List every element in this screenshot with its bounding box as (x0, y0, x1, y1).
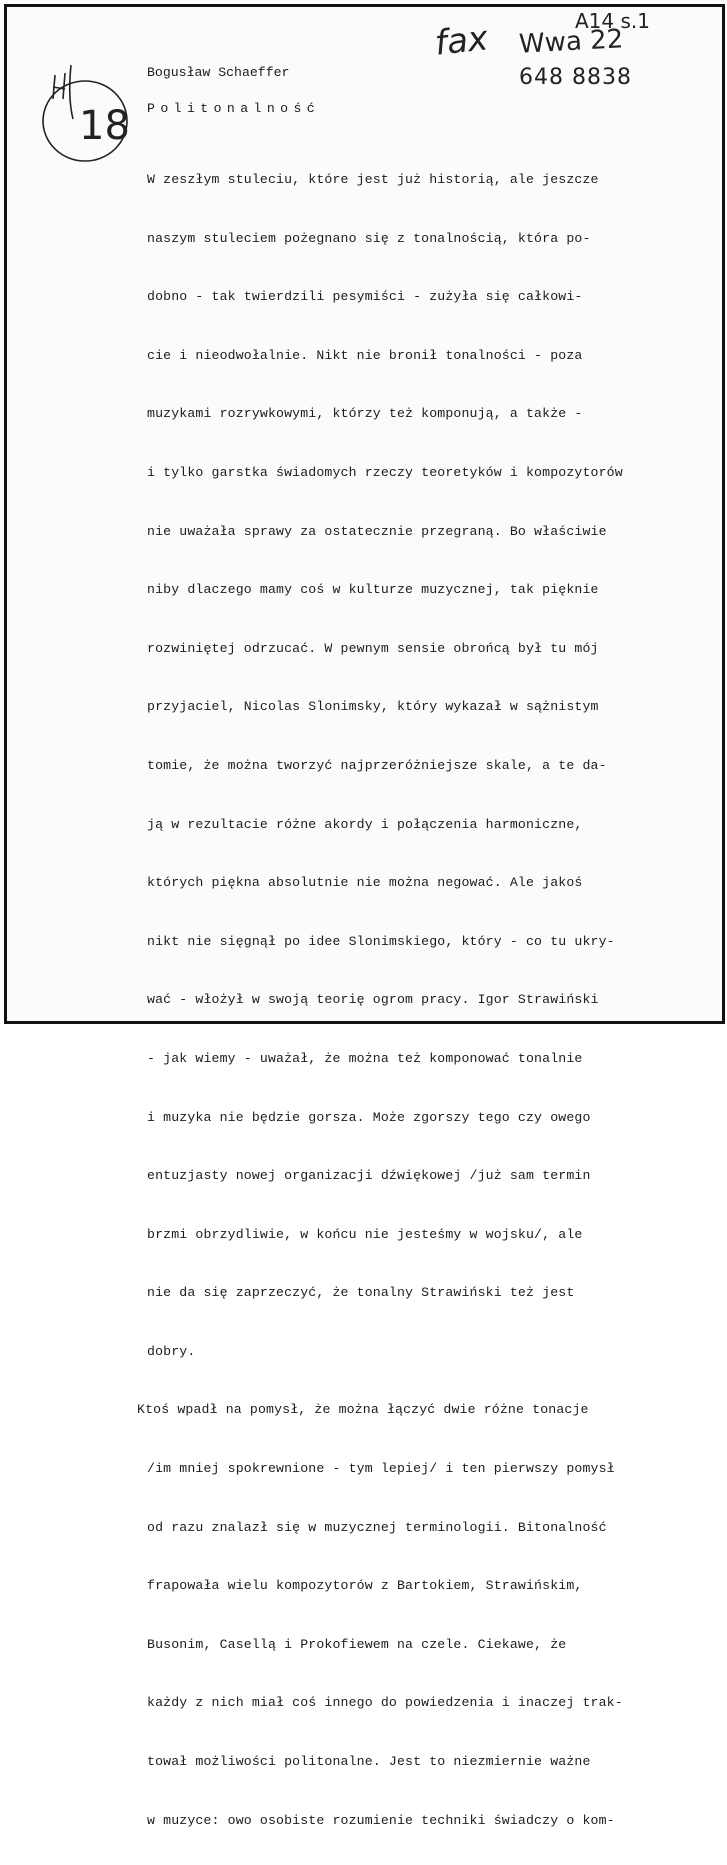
text-line: dobry. (147, 1343, 196, 1359)
text-line: których piękna absolutnie nie można negować. Ale jakoś (147, 875, 583, 891)
text-line: frapowała wielu kompozytorów z Bartokiem, Strawińskim, (147, 1578, 583, 1594)
handwritten-reference: A14 s.1 (575, 9, 650, 33)
text-line: naszym stuleciem pożegnano się z tonalnością, która po- (147, 230, 591, 246)
text-line: entuzjasty nowej organizacji dźwiękowej /już sam termin (147, 1168, 591, 1184)
text-line: - jak wiemy - uważał, że można też komponować tonalnie (147, 1050, 583, 1066)
page-title: Politonalność (147, 101, 321, 116)
text-line: Busonim, Casellą i Prokofiewem na czele. Ciekawe, że (147, 1636, 567, 1652)
text-line: przyjaciel, Nicolas Slonimsky, który wykazał w sążnistym (147, 699, 599, 715)
handwritten-fax: fax (433, 18, 490, 64)
text-line: dobno - tak twierdzili pesymiści - zużyła się całkowi- (147, 289, 583, 305)
text-line: i muzyka nie będzie gorsza. Może zgorszy tego czy owego (147, 1109, 591, 1125)
text-line: tomie, że można tworzyć najprzeróżniejsze skale, a te da- (147, 757, 607, 773)
handwritten-phone-number: 648 8838 (519, 65, 632, 90)
body-text (137, 136, 623, 1865)
text-line: każdy z nich miał coś innego do powiedzenia i inaczej trak- (147, 1695, 623, 1711)
stamp-number-18: 18 (79, 103, 130, 149)
document-page (4, 4, 725, 1828)
text-line: nie uważała sprawy za ostatecznie przegraną. Bo właściwie (147, 523, 607, 539)
text-line: ją w rezultacie różne akordy i połączenia harmoniczne, (147, 816, 583, 832)
text-line: w muzyce: owo osobiste rozumienie techniki świadczy o kom- (147, 1812, 615, 1828)
text-line: muzykami rozrywkowymi, którzy też komponują, a także - (147, 406, 583, 422)
text-line: brzmi obrzydliwie, w końcu nie jesteśmy w wojsku/, ale (147, 1226, 583, 1242)
text-line: wać - włożył w swoją teorię ogrom pracy. Igor Strawiński (147, 992, 599, 1008)
text-line: nikt nie sięgnął po idee Slonimskiego, który - co tu ukry- (147, 933, 615, 949)
text-line: tował możliwości politonalne. Jest to niezmiernie ważne (147, 1754, 591, 1770)
text-line: od razu znalazł się w muzycznej terminologii. Bitonalność (147, 1519, 607, 1535)
text-line: niby dlaczego mamy coś w kulturze muzycznej, tak pięknie (147, 582, 599, 598)
author-name: Bogusław Schaeffer (147, 65, 290, 80)
handwritten-wwa: Wwa 22 (518, 24, 624, 60)
typewritten-text (137, 65, 707, 1828)
text-line: Ktoś wpadł na pomysł, że można łączyć dwie różne tonacje (137, 1402, 589, 1418)
text-line: rozwiniętej odrzucać. W pewnym sensie obrońcą był tu mój (147, 640, 599, 656)
text-line: i tylko garstka świadomych rzeczy teoretyków i kompozytorów (147, 464, 623, 480)
handwritten-circle-mark (35, 55, 135, 175)
text-line: W zeszłym stuleciu, które jest już historią, ale jeszcze (147, 172, 599, 187)
text-line: nie da się zaprzeczyć, że tonalny Strawiński też jest (147, 1285, 575, 1301)
text-line: cie i nieodwołalnie. Nikt nie bronił tonalności - poza (147, 347, 583, 363)
text-line: /im mniej spokrewnione - tym lepiej/ i ten pierwszy pomysł (147, 1461, 615, 1477)
